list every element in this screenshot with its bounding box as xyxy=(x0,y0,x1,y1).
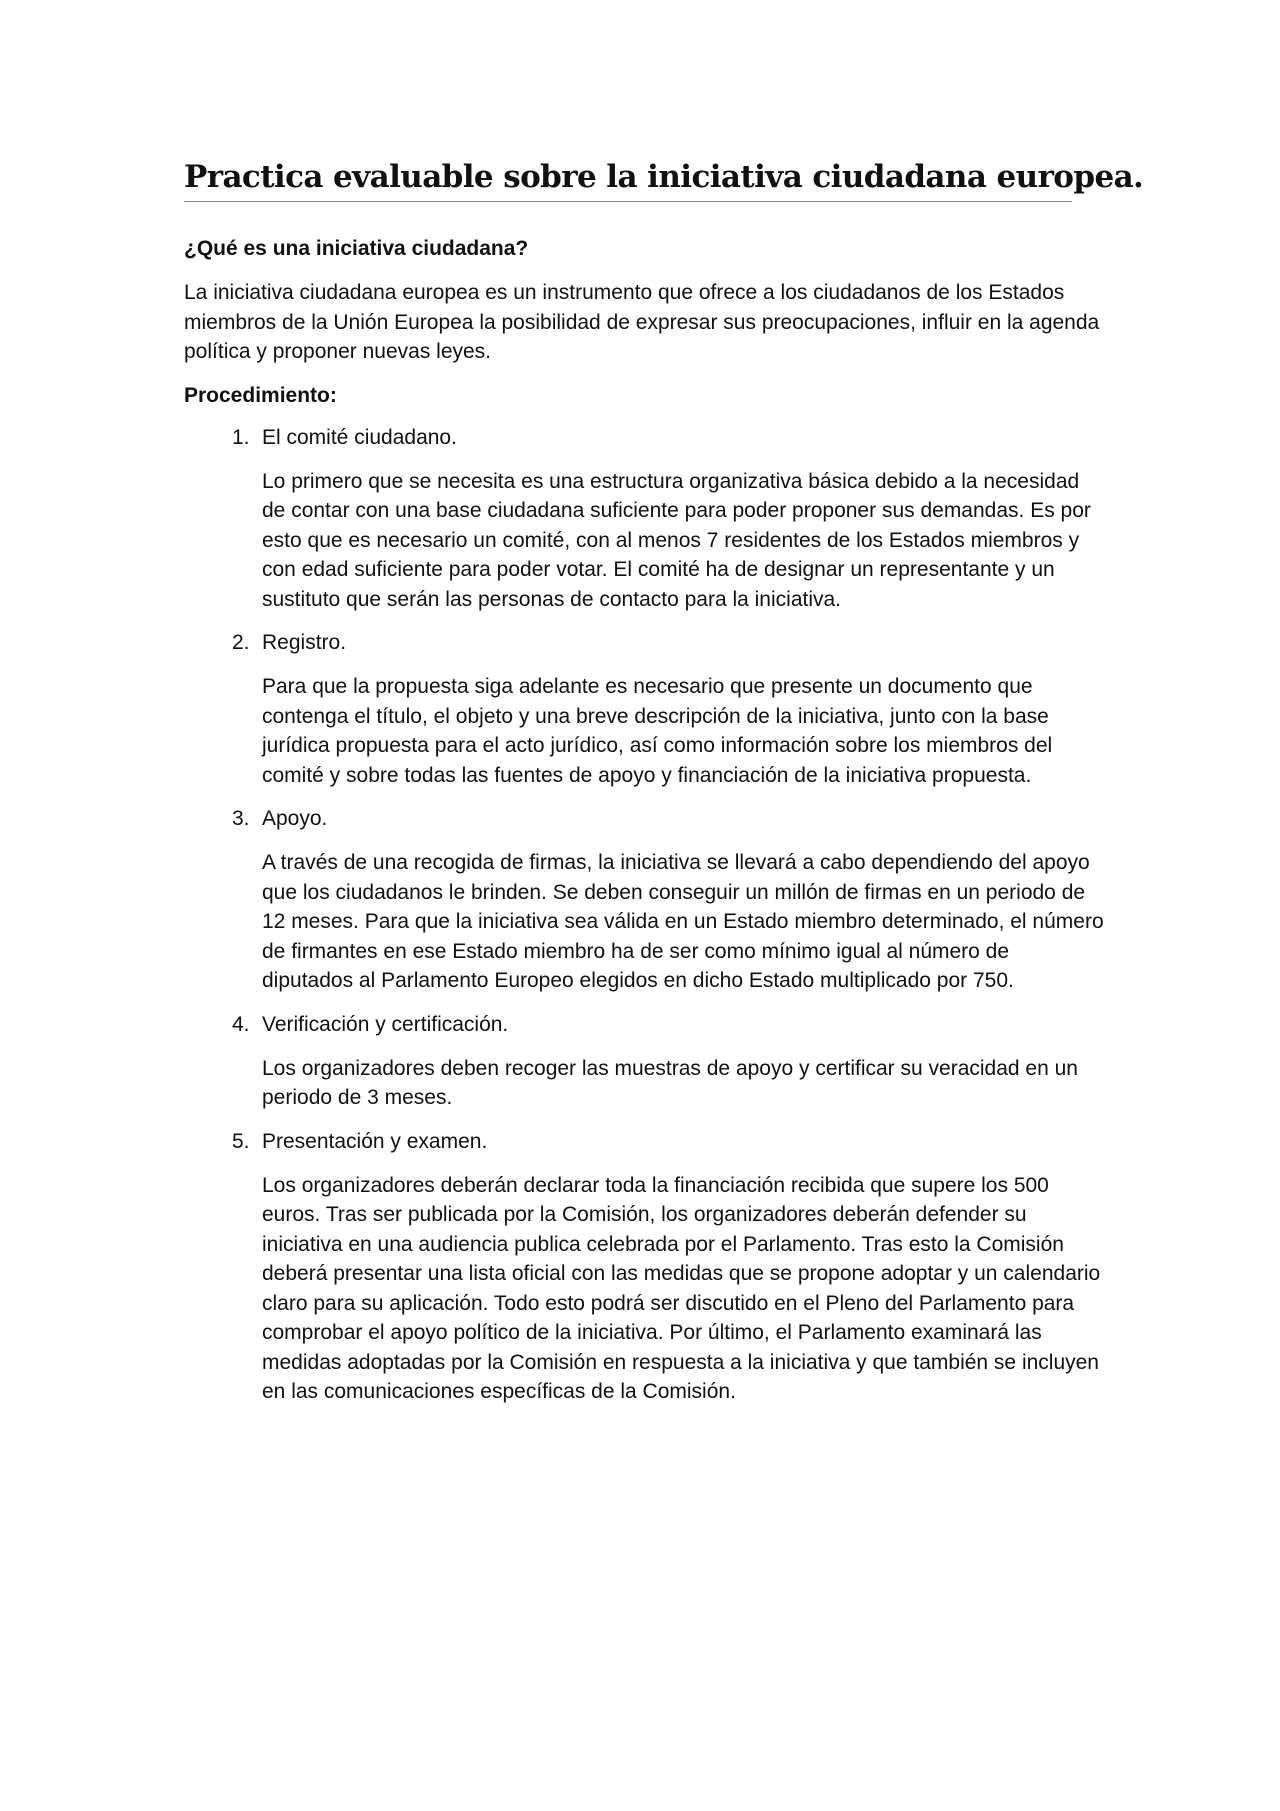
document-page xyxy=(184,155,1144,1421)
step-number: 4. xyxy=(232,1012,250,1036)
step-body: Lo primero que se necesita es una estructura organizativa básica debido a la necesidad de contar con una base ciudadana suficiente para poder proponer sus demandas. Es por esto que es necesario un comité, con al menos 7 residentes de los Estados miembros y con edad suficiente para poder votar. El comité ha de designar un representante y un sustituto que serán las personas de contacto para la iniciativa. xyxy=(262,469,1091,611)
section-heading-question: ¿Qué es una iniciativa ciudadana? xyxy=(184,237,529,260)
step-number: 5. xyxy=(232,1129,250,1153)
step-title: Verificación y certificación. xyxy=(262,1012,509,1036)
step-body: Los organizadores deberán declarar toda la financiación recibida que supere los 500 euros. Tras ser publicada por la Comisión, los organizadores deberán defender su iniciativa en una audiencia publica celebrada por el Parlamento. Tras esto la Comisión deberá presentar una lista oficial con las medidas que se propone adoptar y un calendario claro para su aplicación. Todo esto podrá ser discutido en el Pleno del Parlamento para comprobar el apoyo político de la iniciativa. Por último, el Parlamento examinará las medidas adoptadas por la Comisión en respuesta a la iniciativa y que también se incluyen en las comunicaciones específicas de la Comisión. xyxy=(262,1173,1101,1403)
document-title: Practica evaluable sobre la iniciativa ciudadana europea. xyxy=(184,159,1144,195)
title-underline xyxy=(184,155,1144,202)
step-number: 3. xyxy=(232,807,250,830)
section-heading-procedure: Procedimiento: xyxy=(184,383,337,407)
step-number: 1. xyxy=(232,425,250,449)
procedure-step-2 xyxy=(184,628,1104,790)
step-title: Apoyo. xyxy=(262,807,328,830)
step-title: Registro. xyxy=(262,631,347,654)
procedure-step-3 xyxy=(184,804,1104,996)
intro-paragraph: La iniciativa ciudadana europea es un instrumento que ofrece a los ciudadanos de los Estados miembros de la Unión Europea la posibilidad de expresar sus preocupaciones, influir en la agenda política y proponer nuevas leyes. xyxy=(184,281,1100,363)
step-number: 2. xyxy=(232,631,250,654)
step-body: Los organizadores deben recoger las muestras de apoyo y certificar su veracidad en un periodo de 3 meses. xyxy=(262,1056,1078,1109)
step-body: Para que la propuesta siga adelante es necesario que presente un documento que contenga el título, el objeto y una breve descripción de la iniciativa, junto con la base jurídica propuesta para el acto jurídico, así como información sobre los miembros del comité y sobre todas las fuentes de apoyo y financiación de la iniciativa propuesta. xyxy=(262,675,1053,787)
step-body: A través de una recogida de firmas, la iniciativa se llevará a cabo dependiendo del apoyo que los ciudadanos le brinden. Se deben conseguir un millón de firmas en un periodo de 12 meses. Para que la iniciativa sea válida en un Estado miembro determinado, el número de firmantes en ese Estado miembro ha de ser como mínimo igual al número de diputados al Parlamento Europeo elegidos en dicho Estado multiplicado por 750. xyxy=(262,851,1104,992)
procedure-step-1 xyxy=(184,423,1104,615)
step-title: Presentación y examen. xyxy=(262,1129,488,1153)
procedure-list xyxy=(184,423,1104,1407)
procedure-step-4 xyxy=(184,1010,1104,1113)
procedure-step-5 xyxy=(184,1127,1104,1407)
step-title: El comité ciudadano. xyxy=(262,425,457,449)
